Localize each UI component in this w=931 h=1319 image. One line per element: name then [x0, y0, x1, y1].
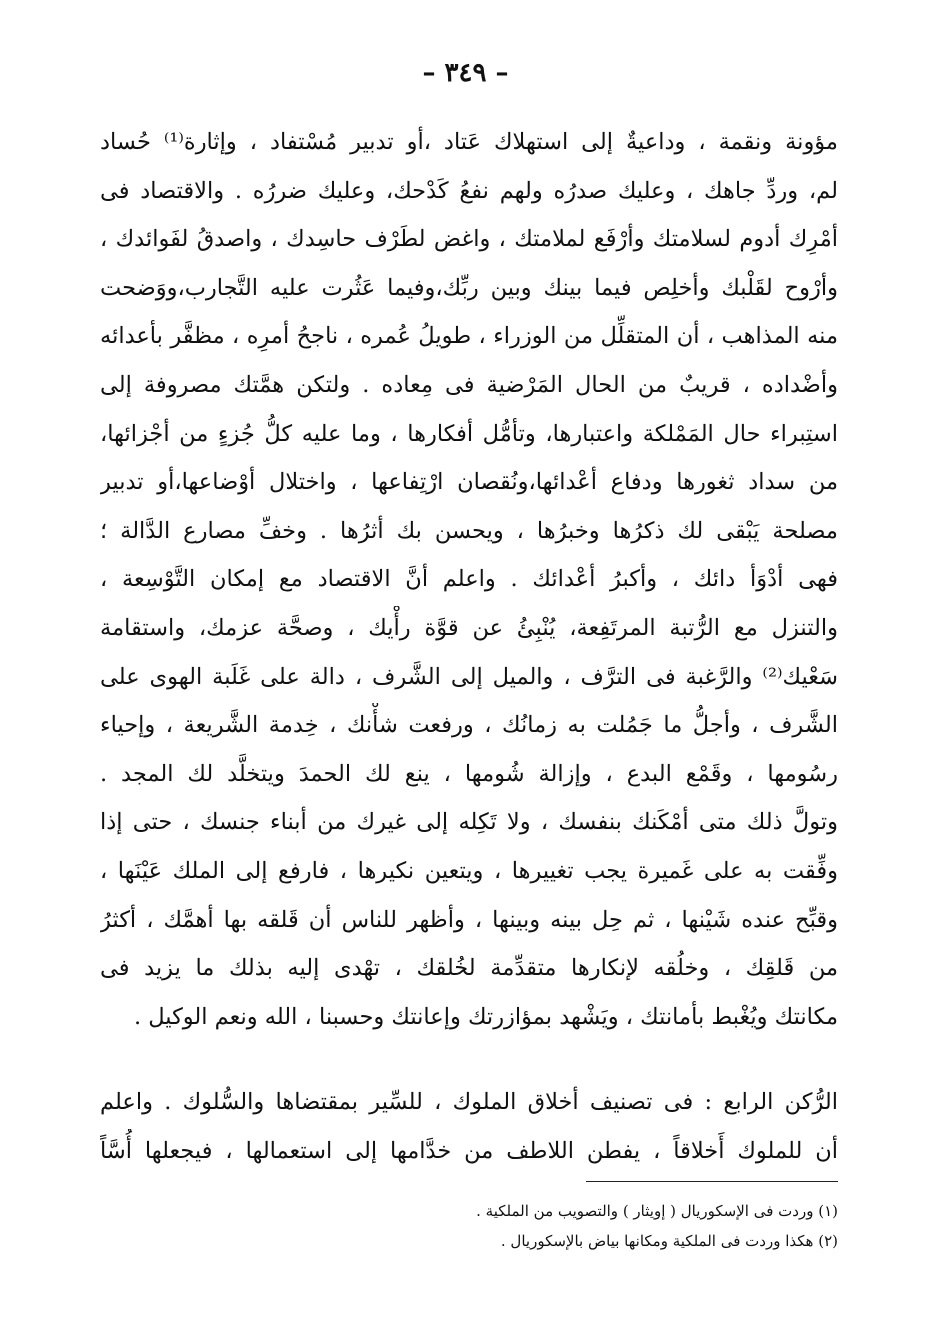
text-line: الرُّكن الرابع : فى تصنيف أخلاق الملوك ، للسِّير بمقتضاها والسُّلوك . واعلم	[100, 1089, 838, 1115]
text-line: الشَّرف ، وأجلُّ ما جَمُلت به زمانُك ، ورفعت شأْنك ، خِدمة الشَّريعة ، وإحياء	[100, 712, 838, 739]
text-line: مصلحة يَبْقى لك ذكرُها وخبرُها ، ويحسن بك أثرُها . وخفِّ مصارع الدَّالة ؛	[100, 517, 838, 544]
text-line: مؤونة ونقمة ، وداعيةٌ إلى استهلاك عَتاد ،أو تدبير مُسْتفاد ، وإثارة⁽¹⁾ حُساد	[100, 129, 838, 155]
text-line: والتنزل مع الرُّتبة المرتَفِعة، يُنْبِئُ عن قوَّة رأْيك ، وصحَّة عزمك، واستقامة	[100, 614, 838, 641]
text-line: وأرْوح لقَلْبك وأخلِص فيما بينك وبين ربِّك،وفيما عَثُرت عليه التَّجارب،ووَضحت	[100, 274, 838, 301]
page-number: – ٣٤٩ –	[422, 58, 509, 88]
text-line: استِبراء حال المَمْلكة واعتبارها، وتأمُّل أفكارها ، وما عليه كلُّ جُزءٍ من أجْزائها،	[100, 420, 838, 447]
footnote-1: (١) وردت فى الإسكوريال ( إويثار ) والتصويب من الملكية .	[476, 1202, 838, 1220]
text-line: من سداد ثغورها ودفاع أعْدائها،ونُقصان ارْتِفاعها ، واختلال أوْضاعها،أو تدبير	[100, 469, 838, 496]
paragraph-fourth-pillar	[100, 1080, 838, 1177]
text-line: وفِّقت به على غَميرة يجب تغييرها ، ويتعين نكيرها ، فارفع إلى الملك عَيْنَها ،	[100, 857, 838, 884]
text-line: رسُومها ، وقَمْع البدع ، وإزالة شُومها ، ينع لك الحمدَ ويتخلَّد لك المجد .	[100, 760, 838, 787]
text-line: مكانتك ويُغْبط بأمانتك ، ويَشْهد بمؤازرتك وإعانتك وحسبنا ، الله ونعم الوكيل .	[133, 1003, 838, 1030]
text-line: وتولَّ ذلك متى أمْكَنك بنفسك ، ولا تَكِله إلى غيرك من أبناء جنسك ، حتى إذا	[100, 809, 838, 836]
text-line: وأضْداده ، قريبٌ من الحال المَرْضية فى مِعاده . ولتكن همَّتك مصروفة إلى	[100, 371, 838, 398]
text-line: من قَلقِك ، وخلُقه لإنكارها متقدِّمة لخُلقك ، تهْدى إليه بذلك ما يزيد فى	[100, 955, 838, 982]
text-line: وقبِّح عنده شَيْنها ، ثم حِل بينه وبينها ، وأظهر للناس أن قَلقه بها أهمَّك ، أكثرُ	[100, 906, 838, 933]
text-line: فهى أدْوَأ دائك ، وأكبرُ أعْدائك . واعلم أنَّ الاقتصاد مع إمكان التَّوْسِعة ،	[100, 566, 838, 593]
text-line: لم، وردِّ جاهك ، وعليك صدرُه ولهم نفعُ كَدْحك، وعليك ضررُه . والاقتصاد فى	[100, 177, 838, 204]
footnote-2: (٢) هكذا وردت فى الملكية ومكانها بياض بالإسكوريال .	[500, 1232, 838, 1250]
text-line: أن للملوك أَخلاقاً ، يفطن اللاطف من خدَّامها إلى استعمالها ، فيجعلها أُسَّاً	[100, 1137, 838, 1164]
text-line: سَعْيك⁽²⁾ والرَّغبة فى الترَّف ، والميل إلى الشَّرف ، دالة على غَلَبة الهوى على	[100, 663, 838, 690]
footnote-divider	[586, 1181, 838, 1182]
text-line: أمْرِك أدوم لسلامتك وأرْفَع لملامتك ، واغض لطَرْف حاسِدك ، واصدقُ لفَوائدك ،	[100, 226, 838, 253]
footnotes	[300, 1196, 838, 1256]
text-line: منه المذاهب ، أن المتقلِّل من الوزراء ، طويلُ عُمره ، ناجحُ أمرِه ، مظفَّر بأعدائه	[100, 323, 838, 350]
paragraph-main	[100, 120, 838, 1043]
